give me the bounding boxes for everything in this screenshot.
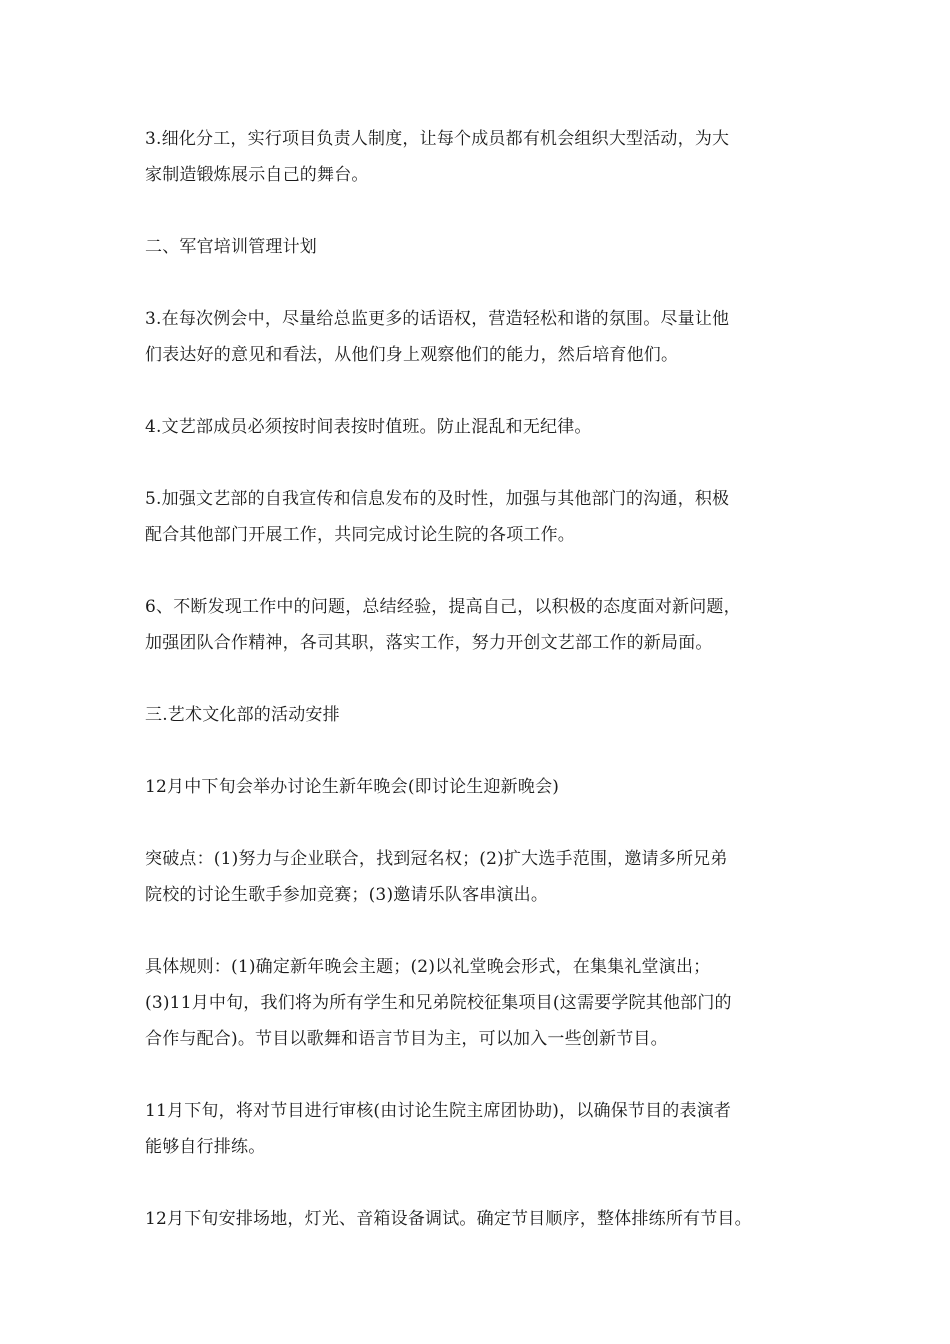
paragraph-breakthrough-points bbox=[145, 841, 825, 913]
text-line: 能够自行排练。 bbox=[145, 1137, 266, 1157]
text-line: 5.加强文艺部的自我宣传和信息发布的及时性，加强与其他部门的沟通，积极 bbox=[145, 489, 730, 509]
text-line: 突破点：(1)努力与企业联合，找到冠名权；(2)扩大选手范围，邀请多所兄弟 bbox=[145, 849, 728, 869]
paragraph-duty-schedule bbox=[145, 409, 825, 445]
text-line: 6、不断发现工作中的问题，总结经验，提高自己，以积极的态度面对新问题， bbox=[145, 597, 741, 617]
text-line: 11月下旬，将对节目进行审核(由讨论生院主席团协助)，以确保节目的表演者 bbox=[145, 1101, 732, 1121]
paragraph-continuous-improvement bbox=[145, 589, 825, 661]
section-heading-officer-training bbox=[145, 229, 825, 265]
paragraph-program-review bbox=[145, 1093, 825, 1165]
text-line: 家制造锻炼展示自己的舞台。 bbox=[145, 165, 369, 185]
document-body bbox=[145, 121, 825, 1273]
text-line: 12月下旬安排场地，灯光、音箱设备调试。确定节目顺序，整体排练所有节目。 bbox=[145, 1209, 752, 1229]
text-line: 4.文艺部成员必须按时间表按时值班。防止混乱和无纪律。 bbox=[145, 417, 592, 437]
paragraph-division-of-labor bbox=[145, 121, 825, 193]
paragraph-weekly-meeting bbox=[145, 301, 825, 373]
section-heading-activity-plan bbox=[145, 697, 825, 733]
paragraph-specific-rules bbox=[145, 949, 825, 1057]
text-line: 三.艺术文化部的活动安排 bbox=[145, 705, 340, 725]
paragraph-publicity bbox=[145, 481, 825, 553]
text-line: 院校的讨论生歌手参加竞赛；(3)邀请乐队客串演出。 bbox=[145, 885, 549, 905]
text-line: 加强团队合作精神，各司其职，落实工作，努力开创文艺部工作的新局面。 bbox=[145, 633, 713, 653]
text-line: 3.在每次例会中，尽量给总监更多的话语权，营造轻松和谐的氛围。尽量让他 bbox=[145, 309, 730, 329]
paragraph-venue-rehearsal bbox=[145, 1201, 825, 1237]
text-line: (3)11月中旬，我们将为所有学生和兄弟院校征集项目(这需要学院其他部门的 bbox=[145, 993, 732, 1013]
text-line: 二、军官培训管理计划 bbox=[145, 237, 317, 257]
text-line: 具体规则：(1)确定新年晚会主题；(2)以礼堂晚会形式，在集集礼堂演出； bbox=[145, 957, 711, 977]
text-line: 12月中下旬会举办讨论生新年晚会(即讨论生迎新晚会) bbox=[145, 777, 560, 797]
text-line: 合作与配合)。节目以歌舞和语言节目为主，可以加入一些创新节目。 bbox=[145, 1029, 668, 1049]
paragraph-new-year-gala bbox=[145, 769, 825, 805]
text-line: 3.细化分工，实行项目负责人制度，让每个成员都有机会组织大型活动，为大 bbox=[145, 129, 730, 149]
text-line: 们表达好的意见和看法，从他们身上观察他们的能力，然后培育他们。 bbox=[145, 345, 679, 365]
text-line: 配合其他部门开展工作，共同完成讨论生院的各项工作。 bbox=[145, 525, 575, 545]
